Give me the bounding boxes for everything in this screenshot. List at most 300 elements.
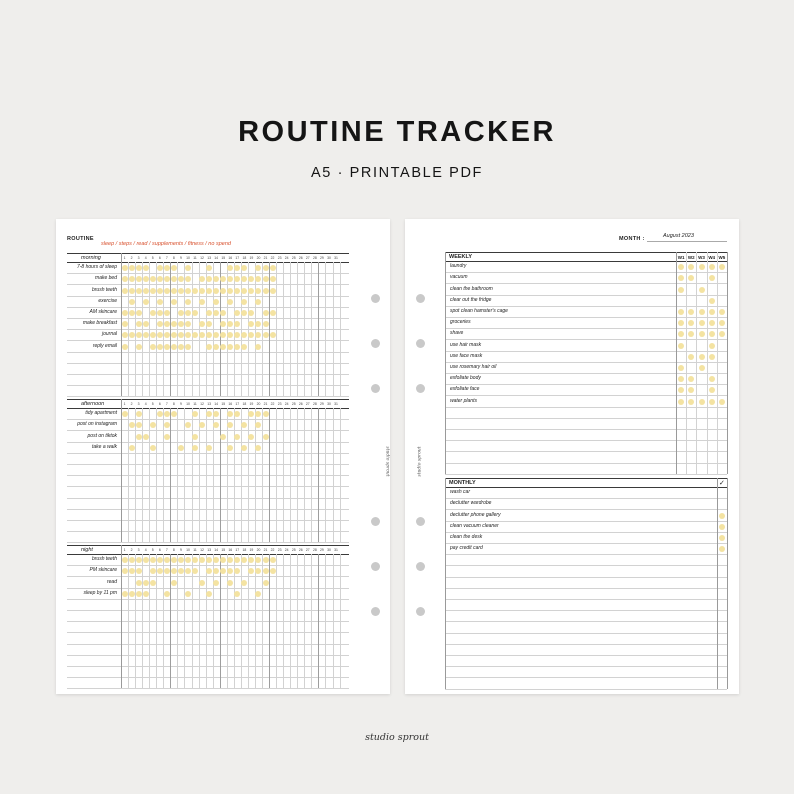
brand-footer: studio sprout <box>365 732 429 743</box>
spine-text: studio sprout <box>417 446 423 477</box>
day-column-line <box>325 262 326 396</box>
habit-done-dot <box>220 332 226 338</box>
habit-done-dot <box>136 411 142 417</box>
day-column-line <box>311 408 312 542</box>
day-number: 9 <box>179 402 182 406</box>
habit-done-dot <box>178 276 184 282</box>
day-number: 30 <box>327 402 331 406</box>
weekly-done-dot <box>688 376 694 382</box>
day-number: 19 <box>249 256 254 260</box>
day-column-line <box>149 408 150 542</box>
habit-done-dot <box>234 557 240 563</box>
day-number: 20 <box>256 256 261 260</box>
day-column-line <box>220 554 221 688</box>
day-number: 26 <box>298 402 303 406</box>
habit-done-dot <box>185 344 191 350</box>
weekly-done-dot <box>709 354 715 360</box>
habit-done-dot <box>263 332 269 338</box>
habit-done-dot <box>192 411 198 417</box>
habit-done-dot <box>248 310 254 316</box>
habit-done-dot <box>164 321 170 327</box>
day-column-line <box>199 408 200 542</box>
habit-done-dot <box>255 344 261 350</box>
habit-done-dot <box>157 299 163 305</box>
weekly-title: WEEKLY <box>449 254 473 260</box>
habit-done-dot <box>227 445 233 451</box>
day-column-line <box>241 554 242 688</box>
day-number: 28 <box>312 402 317 406</box>
row-line <box>67 296 349 297</box>
habit-done-dot <box>171 299 177 305</box>
day-column-line <box>177 408 178 542</box>
week-label: W5 <box>718 254 726 260</box>
habit-done-dot <box>227 265 233 271</box>
day-column-line <box>241 262 242 396</box>
day-column-line <box>206 262 207 396</box>
habit-done-dot <box>150 344 156 350</box>
weekly-row-line <box>445 440 727 441</box>
day-number: 30 <box>327 548 331 552</box>
row-line <box>67 374 349 375</box>
day-number: 15 <box>221 402 226 406</box>
habit-done-dot <box>178 321 184 327</box>
monthly-header-line <box>445 487 727 488</box>
row-line <box>67 419 349 420</box>
day-column-line <box>149 262 150 396</box>
habit-done-dot <box>263 411 269 417</box>
weekly-done-dot <box>699 264 705 270</box>
habit-done-dot <box>136 321 142 327</box>
weekly-done-dot <box>719 331 725 337</box>
day-number: 7 <box>165 402 168 406</box>
habit-done-dot <box>164 288 170 294</box>
day-number: 14 <box>214 256 219 260</box>
day-column-line <box>135 408 136 542</box>
day-column-line <box>318 262 319 396</box>
day-column-line <box>149 554 150 688</box>
habit-label: post on instagram <box>77 421 117 428</box>
day-column-line <box>142 554 143 688</box>
habit-done-dot <box>255 445 261 451</box>
day-column-line <box>128 554 129 688</box>
day-number: 5 <box>151 402 154 406</box>
monthly-row-line <box>445 509 727 510</box>
weekly-task-label: spot clean hamster's cage <box>450 307 508 314</box>
week-column-line <box>686 252 687 474</box>
week-label: W4 <box>708 254 716 260</box>
habit-done-dot <box>157 288 163 294</box>
habit-done-dot <box>122 344 128 350</box>
habit-done-dot <box>206 411 212 417</box>
day-number: 25 <box>291 256 296 260</box>
section-header-line <box>67 545 349 546</box>
habit-done-dot <box>220 568 226 574</box>
habit-done-dot <box>220 310 226 316</box>
habit-done-dot <box>241 299 247 305</box>
day-column-line <box>206 408 207 542</box>
habit-done-dot <box>255 288 261 294</box>
day-number: 13 <box>207 402 211 406</box>
habit-done-dot <box>213 276 219 282</box>
habit-done-dot <box>157 276 163 282</box>
habit-done-dot <box>185 276 191 282</box>
habit-done-dot <box>129 332 135 338</box>
day-column-line <box>311 554 312 688</box>
day-number: 12 <box>200 548 204 552</box>
habit-done-dot <box>220 557 226 563</box>
row-line <box>67 520 349 521</box>
habit-done-dot <box>227 276 233 282</box>
habit-done-dot <box>136 265 142 271</box>
weekly-task-label: vacuum <box>450 274 468 281</box>
monthly-title: MONTHLY <box>449 480 476 486</box>
habit-done-dot <box>178 344 184 350</box>
day-column-line <box>184 554 185 688</box>
habit-done-dot <box>206 445 212 451</box>
habit-done-dot <box>213 332 219 338</box>
day-column-line <box>234 554 235 688</box>
weekly-done-dot <box>678 343 684 349</box>
habit-done-dot <box>150 568 156 574</box>
habit-done-dot <box>206 276 212 282</box>
row-line <box>67 565 349 566</box>
weekly-row-line <box>445 429 727 430</box>
row-line <box>67 475 349 476</box>
day-number: 16 <box>228 402 233 406</box>
habit-done-dot <box>270 310 276 316</box>
weekly-done-dot <box>678 264 684 270</box>
habit-done-dot <box>143 332 149 338</box>
habit-done-dot <box>192 445 198 451</box>
habit-done-dot <box>234 321 240 327</box>
habit-done-dot <box>143 299 149 305</box>
habit-done-dot <box>234 332 240 338</box>
habit-done-dot <box>206 288 212 294</box>
habit-done-dot <box>213 411 219 417</box>
weekly-done-dot <box>699 287 705 293</box>
day-column-line <box>192 554 193 688</box>
day-column-line <box>318 554 319 688</box>
habit-done-dot <box>241 276 247 282</box>
binder-hole <box>416 562 425 571</box>
habit-done-dot <box>220 276 226 282</box>
weekly-task-label: groceries <box>450 319 471 326</box>
habit-done-dot <box>234 344 240 350</box>
weekly-done-dot <box>688 320 694 326</box>
habit-done-dot <box>199 321 205 327</box>
row-line <box>67 588 349 589</box>
monthly-check-divider <box>717 478 718 689</box>
day-number: 20 <box>256 548 261 552</box>
habit-done-dot <box>136 332 142 338</box>
weekly-done-dot <box>678 320 684 326</box>
habit-done-dot <box>241 310 247 316</box>
habit-done-dot <box>248 276 254 282</box>
day-column-line <box>163 554 164 688</box>
habit-done-dot <box>185 265 191 271</box>
day-number: 8 <box>172 402 175 406</box>
weekly-done-dot <box>678 376 684 382</box>
day-number: 20 <box>256 402 261 406</box>
monthly-task-label: declutter phone gallery <box>450 511 501 518</box>
habit-done-dot <box>164 591 170 597</box>
row-line <box>67 318 349 319</box>
day-column-line <box>156 408 157 542</box>
habit-done-dot <box>136 434 142 440</box>
habit-done-dot <box>192 288 198 294</box>
habit-done-dot <box>206 557 212 563</box>
habit-done-dot <box>270 276 276 282</box>
weekly-done-dot <box>709 298 715 304</box>
habit-done-dot <box>206 591 212 597</box>
weekly-done-dot <box>678 399 684 405</box>
weekly-done-dot <box>688 309 694 315</box>
weekly-done-dot <box>709 275 715 281</box>
habit-done-dot <box>136 344 142 350</box>
habit-done-dot <box>171 580 177 586</box>
day-column-line <box>234 262 235 396</box>
weekly-done-dot <box>719 320 725 326</box>
routine-page <box>56 219 390 694</box>
weekly-row-line <box>445 451 727 452</box>
row-line <box>67 307 349 308</box>
day-number: 23 <box>277 548 282 552</box>
weekly-done-dot <box>709 376 715 382</box>
habit-label: sleep by 11 pm <box>83 589 117 596</box>
habit-done-dot <box>199 299 205 305</box>
day-number: 25 <box>291 548 296 552</box>
day-number: 14 <box>214 402 219 406</box>
weekly-done-dot <box>709 343 715 349</box>
weekly-row-line <box>445 373 727 374</box>
habit-label: make bed <box>95 275 117 282</box>
habit-done-dot <box>213 299 219 305</box>
month-label: MONTH : <box>619 236 645 242</box>
day-column-line <box>304 408 305 542</box>
weekly-task-label: exfoliate face <box>450 386 480 393</box>
weekly-row-line <box>445 283 727 284</box>
habit-done-dot <box>164 557 170 563</box>
day-column-line <box>262 554 263 688</box>
habit-done-dot <box>213 580 219 586</box>
habit-done-dot <box>129 422 135 428</box>
binder-hole <box>371 339 380 348</box>
habit-done-dot <box>227 411 233 417</box>
habit-done-dot <box>263 276 269 282</box>
listing-title: ROUTINE TRACKER <box>238 116 556 148</box>
monthly-done-dot <box>719 535 725 541</box>
row-line <box>67 599 349 600</box>
day-number: 19 <box>249 548 254 552</box>
habit-done-dot <box>150 276 156 282</box>
habit-done-dot <box>136 422 142 428</box>
day-number: 3 <box>137 402 140 406</box>
monthly-row-line <box>445 577 727 578</box>
monthly-row-line <box>445 532 727 533</box>
listing-subtitle: A5 · PRINTABLE PDF <box>311 165 483 181</box>
habit-done-dot <box>227 288 233 294</box>
monthly-row-line <box>445 633 727 634</box>
habit-done-dot <box>192 332 198 338</box>
habit-label: PM skincare <box>89 567 117 574</box>
habit-done-dot <box>270 332 276 338</box>
section-header-line <box>67 554 349 555</box>
day-column-line <box>262 408 263 542</box>
habit-done-dot <box>213 288 219 294</box>
monthly-task-label: clean the desk <box>450 533 483 540</box>
binder-hole <box>416 339 425 348</box>
habit-done-dot <box>157 310 163 316</box>
habit-done-dot <box>122 411 128 417</box>
habit-done-dot <box>178 332 184 338</box>
day-number: 11 <box>193 548 197 552</box>
habit-done-dot <box>234 276 240 282</box>
habit-done-dot <box>206 265 212 271</box>
monthly-row-line <box>445 599 727 600</box>
weekly-row-line <box>445 407 727 408</box>
week-column-line <box>717 252 718 474</box>
habit-done-dot <box>263 265 269 271</box>
weekly-done-dot <box>699 320 705 326</box>
day-column-line <box>283 262 284 396</box>
section-name: afternoon <box>81 400 105 407</box>
monthly-right-border <box>727 478 728 689</box>
habit-done-dot <box>192 568 198 574</box>
monthly-task-label: pay credit card <box>450 545 483 552</box>
habit-done-dot <box>270 265 276 271</box>
weekly-done-dot <box>699 399 705 405</box>
weekly-done-dot <box>719 309 725 315</box>
binder-hole <box>371 607 380 616</box>
habit-done-dot <box>157 411 163 417</box>
spine-text: studio sprout <box>384 446 390 477</box>
habit-done-dot <box>136 568 142 574</box>
day-column-line <box>142 408 143 542</box>
row-line <box>67 430 349 431</box>
day-column-line <box>311 262 312 396</box>
habit-done-dot <box>136 288 142 294</box>
habit-done-dot <box>129 310 135 316</box>
day-number: 24 <box>284 256 289 260</box>
weekly-done-dot <box>709 264 715 270</box>
habit-done-dot <box>255 568 261 574</box>
habit-done-dot <box>227 299 233 305</box>
habit-done-dot <box>136 580 142 586</box>
label-divider <box>121 399 122 542</box>
habit-done-dot <box>129 568 135 574</box>
weekly-done-dot <box>719 264 725 270</box>
habit-done-dot <box>143 321 149 327</box>
day-column-line <box>255 262 256 396</box>
binder-hole <box>371 517 380 526</box>
binder-hole <box>371 384 380 393</box>
habit-done-dot <box>185 310 191 316</box>
weekly-done-dot <box>709 399 715 405</box>
habit-label: tidy apartment <box>85 410 117 417</box>
habit-done-dot <box>241 557 247 563</box>
day-number: 15 <box>221 548 226 552</box>
habit-label: read <box>106 578 117 585</box>
habit-done-dot <box>129 276 135 282</box>
habit-done-dot <box>227 344 233 350</box>
weekly-task-label: use face mask <box>450 352 483 359</box>
habit-done-dot <box>164 422 170 428</box>
habit-done-dot <box>157 265 163 271</box>
habit-done-dot <box>122 557 128 563</box>
habit-done-dot <box>263 310 269 316</box>
row-line <box>67 531 349 532</box>
month-underline <box>647 241 727 242</box>
habit-done-dot <box>206 332 212 338</box>
habit-done-dot <box>143 288 149 294</box>
section-name: night <box>81 546 93 553</box>
habit-done-dot <box>178 288 184 294</box>
month-value: August 2023 <box>663 233 694 239</box>
day-column-line <box>135 262 136 396</box>
day-column-line <box>156 554 157 688</box>
day-number: 24 <box>284 402 289 406</box>
day-column-line <box>283 408 284 542</box>
day-number: 1 <box>123 256 126 260</box>
day-column-line <box>255 408 256 542</box>
day-column-line <box>227 262 228 396</box>
habit-done-dot <box>241 288 247 294</box>
habit-done-dot <box>206 321 212 327</box>
binder-hole <box>371 562 380 571</box>
monthly-row-line <box>445 666 727 667</box>
day-number: 7 <box>165 256 168 260</box>
habit-done-dot <box>227 422 233 428</box>
day-number: 29 <box>320 548 324 552</box>
day-number: 3 <box>137 256 140 260</box>
week-column-line <box>707 252 708 474</box>
habit-done-dot <box>199 580 205 586</box>
monthly-task-label: clean vacuum cleaner <box>450 522 499 529</box>
day-number: 8 <box>172 548 175 552</box>
habit-done-dot <box>122 321 128 327</box>
monthly-done-dot <box>719 513 725 519</box>
row-line <box>67 576 349 577</box>
row-line <box>67 498 349 499</box>
habit-done-dot <box>241 344 247 350</box>
habit-done-dot <box>136 557 142 563</box>
habit-done-dot <box>164 310 170 316</box>
day-number: 31 <box>334 548 338 552</box>
habit-done-dot <box>270 288 276 294</box>
habit-done-dot <box>185 557 191 563</box>
row-line <box>67 621 349 622</box>
habit-label: brush teeth <box>91 556 117 563</box>
monthly-row-line <box>445 689 727 690</box>
habit-done-dot <box>171 557 177 563</box>
habit-done-dot <box>255 591 261 597</box>
habit-done-dot <box>255 422 261 428</box>
day-number: 4 <box>144 402 147 406</box>
day-column-line <box>269 554 270 688</box>
day-column-line <box>227 408 228 542</box>
day-column-line <box>206 554 207 688</box>
day-column-line <box>213 554 214 688</box>
habit-done-dot <box>171 321 177 327</box>
day-number: 22 <box>270 548 275 552</box>
day-column-line <box>333 262 334 396</box>
habit-done-dot <box>241 265 247 271</box>
habit-done-dot <box>136 591 142 597</box>
habit-done-dot <box>122 265 128 271</box>
habit-done-dot <box>157 568 163 574</box>
weekly-row-line <box>445 328 727 329</box>
day-number: 14 <box>214 548 219 552</box>
